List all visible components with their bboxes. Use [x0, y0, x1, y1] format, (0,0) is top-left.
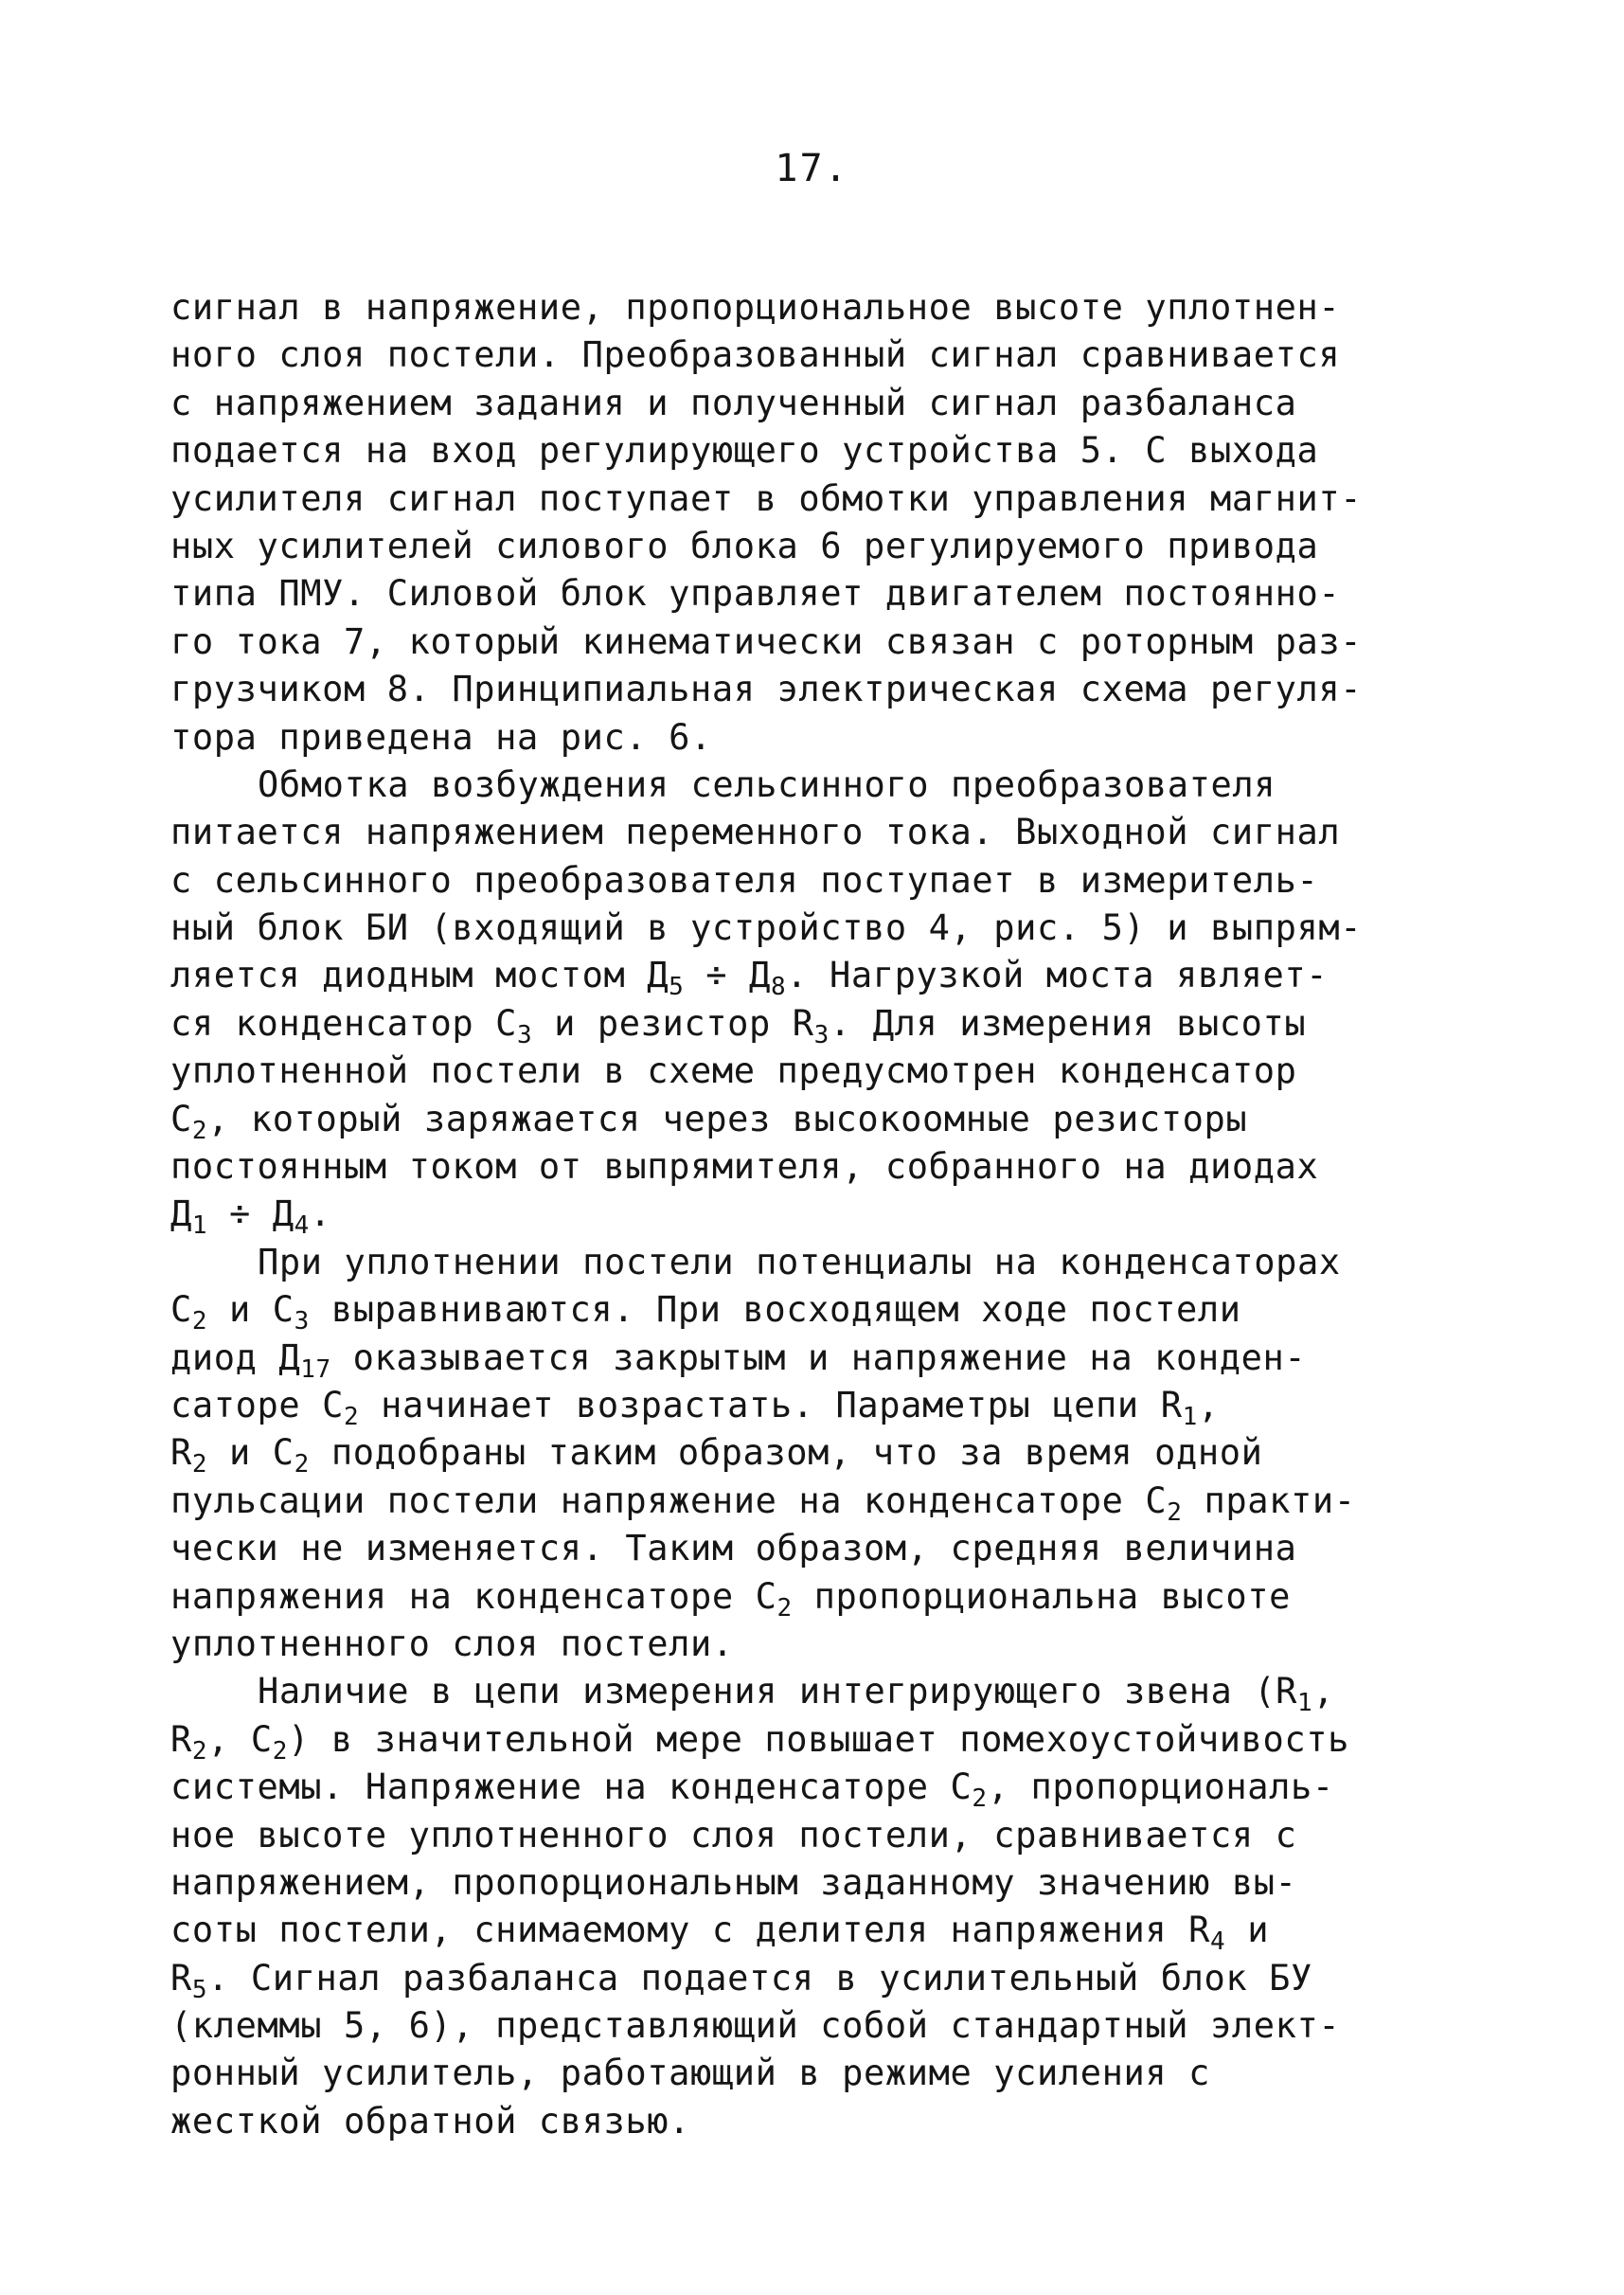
text-line: Наличие в цепи измерения интегрирующего звена ($R_1$,: [258, 1671, 1335, 1718]
text-line: $С_2$ и $С_3$ выравниваются. При восходящем ходе постели: [170, 1289, 1241, 1336]
text-line: постоянным током от выпрямителя, собранного на диодах: [170, 1146, 1319, 1188]
text-line: При уплотнении постели потенциалы на конденсаторах: [258, 1241, 1341, 1282]
text-line: системы. Напряжение на конденсаторе $С_2$, пропорциональ-: [170, 1766, 1334, 1814]
text-line: подается на вход регулирующего устройства 5. С выхода: [170, 430, 1319, 472]
text-line: ный блок БИ (входящий в устройство 4, рис. 5) и выпрям-: [170, 907, 1363, 949]
text-line: с сельсинного преобразователя поступает в измеритель-: [170, 859, 1319, 901]
page-number: 17.: [775, 147, 849, 190]
text-line: сигнал в напряжение, пропорциональное высоте уплотнен-: [170, 287, 1341, 328]
text-line: ся конденсатор $С_3$ и резистор $R_3$. Для измерения высоты: [170, 1002, 1307, 1049]
text-line: ного слоя постели. Преобразованный сигнал сравнивается: [170, 334, 1341, 376]
text-line: пульсации постели напряжение на конденсаторе $С_2$ практи-: [170, 1479, 1356, 1527]
text-line: (клеммы 5, 6), представляющий собой стандартный элект-: [170, 2005, 1341, 2047]
text-line: грузчиком 8. Принципиальная электрическая схема регуля-: [170, 669, 1363, 710]
page-body: [170, 284, 1477, 2145]
text-line: напряжением, пропорциональным заданному значению вы-: [170, 1861, 1297, 1903]
text-line: $R_2$, $С_2$) в значительной мере повышает помехоустойчивость: [170, 1718, 1349, 1766]
text-line: ных усилителей силового блока 6 регулируемого привода: [170, 525, 1319, 566]
text-line: питается напряжением переменного тока. Выходной сигнал: [170, 812, 1341, 853]
text-line: уплотненного слоя постели.: [170, 1623, 734, 1664]
text-line: соты постели, снимаемому с делителя напряжения $R_4$ и: [170, 1910, 1270, 1957]
text-line: $Д_1 \div Д_4$.: [170, 1193, 331, 1241]
text-line: тора приведена на рис. 6.: [170, 716, 712, 758]
text-line: $С_2$, который заряжается через высокоомные резисторы: [170, 1098, 1248, 1145]
text-line: саторе $С_2$ начинает возрастать. Параметры цепи $R_1$,: [170, 1384, 1220, 1431]
text-line: ляется диодным мостом $Д_5 \div Д_8$. Нагрузкой моста являет-: [170, 955, 1329, 1002]
text-line: усилителя сигнал поступает в обмотки управления магнит-: [170, 477, 1363, 519]
text-line: чески не изменяется. Таким образом, средняя величина: [170, 1528, 1297, 1569]
text-line: Обмотка возбуждения сельсинного преобразователя: [258, 763, 1276, 805]
text-line: напряжения на конденсаторе $С_2$ пропорциональна высоте: [170, 1575, 1291, 1623]
paragraph-2: [170, 762, 1477, 1239]
paragraph-4: [170, 1668, 1477, 2145]
text-line: го тока 7, который кинематически связан с роторным раз-: [170, 620, 1363, 662]
text-line: диод $Д_{17}$ оказывается закрытым и напряжение на конден-: [170, 1336, 1307, 1384]
text-line: уплотненной постели в схеме предусмотрен конденсатор: [170, 1050, 1297, 1092]
text-line: $R_5$. Сигнал разбаланса подается в усилительный блок БУ: [170, 1957, 1312, 2004]
text-line: с напряжением задания и полученный сигнал разбаланса: [170, 382, 1297, 423]
paragraph-1: [170, 284, 1477, 762]
text-line: $R_2$ и $С_2$ подобраны таким образом, что за время одной: [170, 1432, 1263, 1479]
text-line: ронный усилитель, работающий в режиме усиления с: [170, 2053, 1211, 2094]
text-line: ное высоте уплотненного слоя постели, сравнивается с: [170, 1814, 1297, 1856]
paragraph-3: [170, 1239, 1477, 1669]
text-line: жесткой обратной связью.: [170, 2100, 691, 2142]
text-line: типа ПМУ. Силовой блок управляет двигателем постоянно-: [170, 573, 1341, 615]
